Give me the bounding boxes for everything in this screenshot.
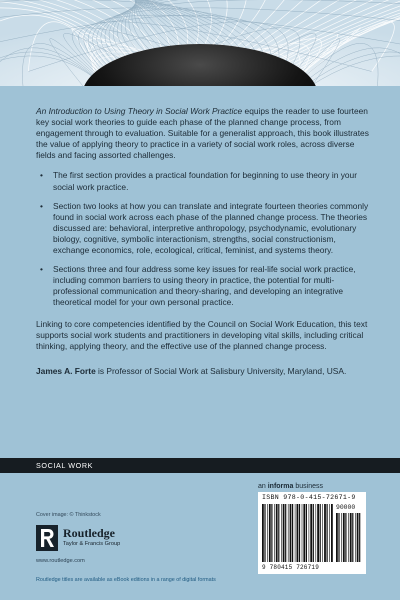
bullet-icon: • bbox=[40, 170, 43, 181]
bullet-item bbox=[36, 201, 370, 256]
cover-image-credit: Cover image: © Thinkstock bbox=[36, 512, 101, 518]
bullet-text: Section two looks at how you can translate and integrate fourteen theories commonly found in social work across each phase of the planned change process. The theories discussed are: behavioral, interpretive anthropology, psychodynamic, evolutionary biology, cognitive, symbolic interactionism, strengths, social constructionism, exchange economics, role, ecological, critical, feminist, and systems theory. bbox=[53, 200, 369, 256]
book-title: An Introduction to Using Theory in Social Work Practice bbox=[36, 106, 243, 116]
intro-paragraph bbox=[36, 106, 370, 161]
informa-prefix: an bbox=[258, 483, 268, 490]
competencies-paragraph: Linking to core competencies identified by the Council on Social Work Education, this text supports social work students and practitioners in developing vital skills, including critical thinking, applying theory, and the effective use of the planned change process. bbox=[36, 318, 368, 351]
price-code: 90000 bbox=[336, 504, 356, 511]
isbn-text: ISBN 978-0-415-72671-9 bbox=[262, 494, 356, 501]
informa-business-line bbox=[258, 483, 323, 490]
bullet-text: The first section provides a practical foundation for beginning to use theory in your social work practice. bbox=[53, 170, 357, 192]
ebook-note: Routledge titles are available as eBook editions in a range of digital formats bbox=[36, 577, 216, 583]
barcode-addon-bars bbox=[336, 513, 362, 562]
bullet-list bbox=[36, 170, 370, 308]
informa-suffix: business bbox=[293, 483, 323, 490]
description bbox=[36, 106, 370, 377]
bullet-icon: • bbox=[40, 200, 43, 211]
bullet-text: Sections three and four address some key issues for real-life social work practice, including common barriers to using theory in practice, the potential for multi-professional communication and theory-sharing, and developing an integrative theoretical model for your own personal practice. bbox=[53, 264, 356, 308]
bullet-item bbox=[36, 264, 370, 308]
intro-text: equips the reader to use fourteen key social work theories to guide each phase of the planned change process, from engagement through to evaluation. Suitable for a generalist approach, this book illustrates the value of applying theory to practice in a variety of social work roles, across diverse fields and facing assorted challenges. bbox=[36, 106, 369, 161]
subject-label: SOCIAL WORK bbox=[36, 461, 94, 470]
isbn-barcode bbox=[258, 492, 366, 574]
routledge-logo-icon bbox=[36, 525, 58, 551]
author-bio bbox=[36, 366, 370, 377]
subject-band bbox=[0, 458, 400, 473]
author-name: James A. Forte bbox=[36, 365, 96, 376]
publisher-website: www.routledge.com bbox=[36, 558, 85, 564]
cover-image bbox=[0, 0, 400, 94]
publisher-name: Routledge bbox=[63, 526, 115, 540]
barcode-bars bbox=[262, 504, 334, 562]
publisher-logo bbox=[36, 525, 166, 555]
publisher-group: Taylor & Francis Group bbox=[63, 541, 121, 547]
bullet-item bbox=[36, 170, 370, 192]
informa-brand: informa bbox=[267, 483, 294, 490]
bullet-icon: • bbox=[40, 264, 43, 275]
barcode-digits: 9 780415 726719 bbox=[262, 564, 320, 571]
author-bio-text: is Professor of Social Work at Salisbury University, Maryland, USA. bbox=[95, 365, 347, 376]
